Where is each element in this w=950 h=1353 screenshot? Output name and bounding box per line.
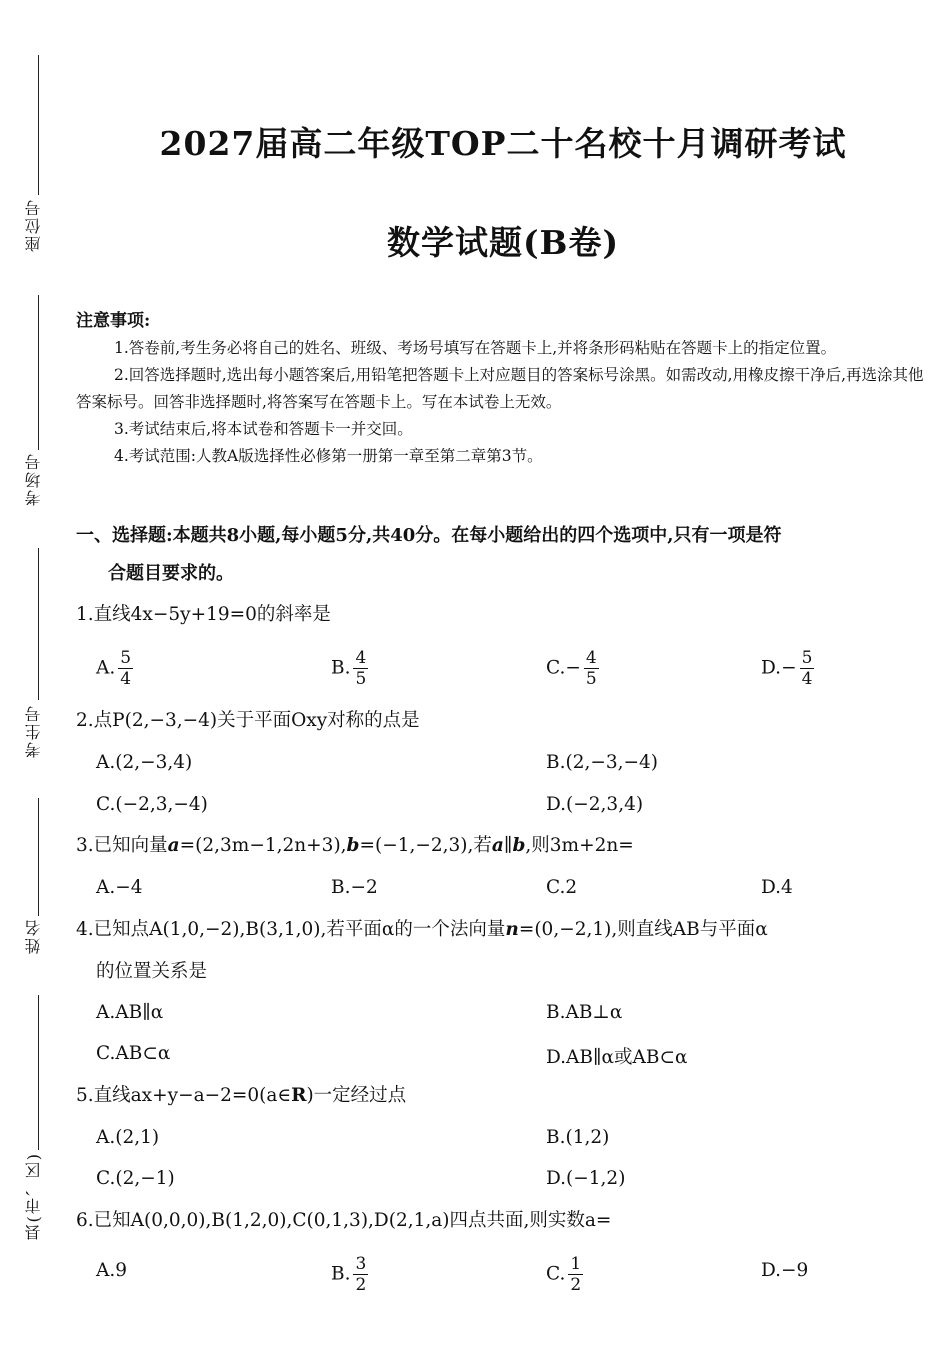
fraction-numerator: 1 [570, 1254, 582, 1274]
q4-option-d[interactable]: D.AB∥α或AB⊂α [546, 1047, 688, 1068]
option-label: B. [331, 657, 351, 679]
fraction-denominator: 2 [355, 1275, 367, 1295]
q2-option-a[interactable]: A.(2,−3,4) [96, 752, 193, 773]
reals-symbol: R [291, 1085, 307, 1106]
q1-option-d[interactable] [761, 648, 814, 689]
name-label: 姓名 [24, 918, 43, 954]
vector-a: a [167, 835, 180, 856]
option-label: D. [761, 657, 782, 679]
notes-heading: 注意事项: [76, 311, 151, 331]
vector-b: b [512, 835, 526, 856]
exam-title: 2027届高二年级TOP二十名校十月调研考试 [159, 124, 847, 163]
vector-a: a [491, 835, 504, 856]
question-5-stem [76, 1075, 938, 1117]
stem-text: =(−1,−2,3),若 [359, 835, 492, 856]
q2-option-d[interactable]: D.(−2,3,4) [546, 794, 644, 815]
option-sign: − [781, 657, 797, 679]
section-line-1: 一、选择题:本题共8小题,每小题5分,共40分。在每小题给出的四个选项中,只有一项是符 [76, 525, 782, 546]
option-label: B. [331, 1263, 351, 1285]
notes-block [76, 308, 936, 470]
section-line-2: 合题目要求的。 [108, 563, 234, 584]
fraction [584, 648, 599, 689]
seat-label: 座位号 [24, 198, 43, 252]
note-item: 1.答卷前,考生务必将自己的姓名、班级、考场号填写在答题卡上,并将条形码粘贴在答题卡上的指定位置。 [114, 339, 837, 357]
q1-option-c[interactable] [546, 648, 599, 689]
q3-option-a[interactable]: A.−4 [96, 877, 143, 898]
fraction [800, 648, 815, 689]
fraction [353, 648, 368, 689]
note-item: 3.考试结束后,将本试卷和答题卡一并交回。 [114, 420, 413, 438]
fraction-numerator: 3 [355, 1254, 367, 1274]
vector-n: n [505, 919, 519, 940]
stem-text: 4.已知点A(1,0,−2),B(3,1,0),若平面α的一个法向量 [76, 919, 506, 940]
exam-no-line [38, 548, 39, 700]
fraction [353, 1254, 368, 1295]
q3-option-b[interactable]: B.−2 [331, 877, 378, 898]
question-2-stem: 2.点P(2,−3,−4)关于平面Oxy对称的点是 [76, 710, 420, 731]
q6-option-b[interactable] [331, 1254, 368, 1295]
q6-option-a[interactable]: A.9 [96, 1260, 128, 1281]
option-label: C. [546, 1263, 566, 1285]
county-label: 县(市、区) [24, 1152, 43, 1241]
name-line [38, 798, 39, 916]
fraction-numerator: 4 [585, 648, 597, 668]
stem-text: 3.已知向量 [76, 835, 168, 856]
fraction-numerator: 5 [801, 648, 813, 668]
q5-option-b[interactable]: B.(1,2) [546, 1127, 610, 1148]
question-1-stem: 1.直线4x−5y+19=0的斜率是 [76, 604, 331, 625]
option-label: A. [96, 657, 116, 679]
parallel-symbol: ∥ [503, 835, 513, 856]
stem-text: =(0,−2,1),则直线AB与平面α [518, 919, 768, 940]
q6-option-c[interactable] [546, 1254, 583, 1295]
q1-option-b[interactable] [331, 648, 368, 689]
q5-option-a[interactable]: A.(2,1) [96, 1127, 160, 1148]
fraction-denominator: 4 [801, 669, 813, 689]
q3-option-c[interactable]: C.2 [546, 877, 578, 898]
stem-text: )一定经过点 [306, 1085, 407, 1106]
q5-option-c[interactable]: C.(2,−1) [96, 1168, 175, 1189]
note-item: 2.回答选择题时,选出每小题答案后,用铅笔把答题卡上对应题目的答案标号涂黑。如需改动,用橡皮擦干净后,再选涂其他答案标号。回答非选择题时,将答案写在答题卡上。写在本试卷上无效。 [76, 366, 924, 411]
q2-option-b[interactable]: B.(2,−3,−4) [546, 752, 658, 773]
stem-text: 5.直线ax+y−a−2=0(a∈ [76, 1085, 292, 1106]
stem-line-1 [76, 909, 938, 951]
room-label: 考场号 [24, 452, 43, 506]
section-heading [76, 517, 938, 593]
fraction-denominator: 5 [355, 669, 367, 689]
fraction-denominator: 4 [120, 669, 132, 689]
exam-subtitle: 数学试题(B卷) [386, 223, 620, 262]
q3-option-d[interactable]: D.4 [761, 877, 793, 898]
q4-option-a[interactable]: A.AB∥α [96, 1002, 164, 1023]
stem-text: ,则3m+2n= [525, 835, 634, 856]
county-line [38, 995, 39, 1150]
fraction [568, 1254, 583, 1295]
q4-option-b[interactable]: B.AB⊥α [546, 1002, 623, 1023]
question-4-stem [76, 909, 938, 993]
question-6-stem: 6.已知A(0,0,0),B(1,2,0),C(0,1,3),D(2,1,a)四点共面,则实数a= [76, 1210, 612, 1231]
option-sign: − [565, 657, 581, 679]
fraction-denominator: 5 [585, 669, 597, 689]
q6-option-d[interactable]: D.−9 [761, 1260, 809, 1281]
room-line [38, 295, 39, 450]
q2-option-c[interactable]: C.(−2,3,−4) [96, 794, 208, 815]
fraction [118, 648, 133, 689]
q4-option-c[interactable]: C.AB⊂α [96, 1043, 171, 1064]
fraction-numerator: 5 [120, 648, 132, 668]
fraction-numerator: 4 [355, 648, 367, 668]
question-3-stem [76, 825, 938, 867]
fraction-denominator: 2 [570, 1275, 582, 1295]
note-item: 4.考试范围:人教A版选择性必修第一册第一章至第二章第3节。 [114, 447, 543, 465]
q1-option-a[interactable] [96, 648, 133, 689]
stem-text: =(2,3m−1,2n+3), [179, 835, 347, 856]
option-label: C. [546, 657, 566, 679]
vector-b: b [346, 835, 360, 856]
exam-no-label: 考生号 [24, 704, 43, 758]
q5-option-d[interactable]: D.(−1,2) [546, 1168, 626, 1189]
stem-line-2: 的位置关系是 [96, 961, 208, 982]
